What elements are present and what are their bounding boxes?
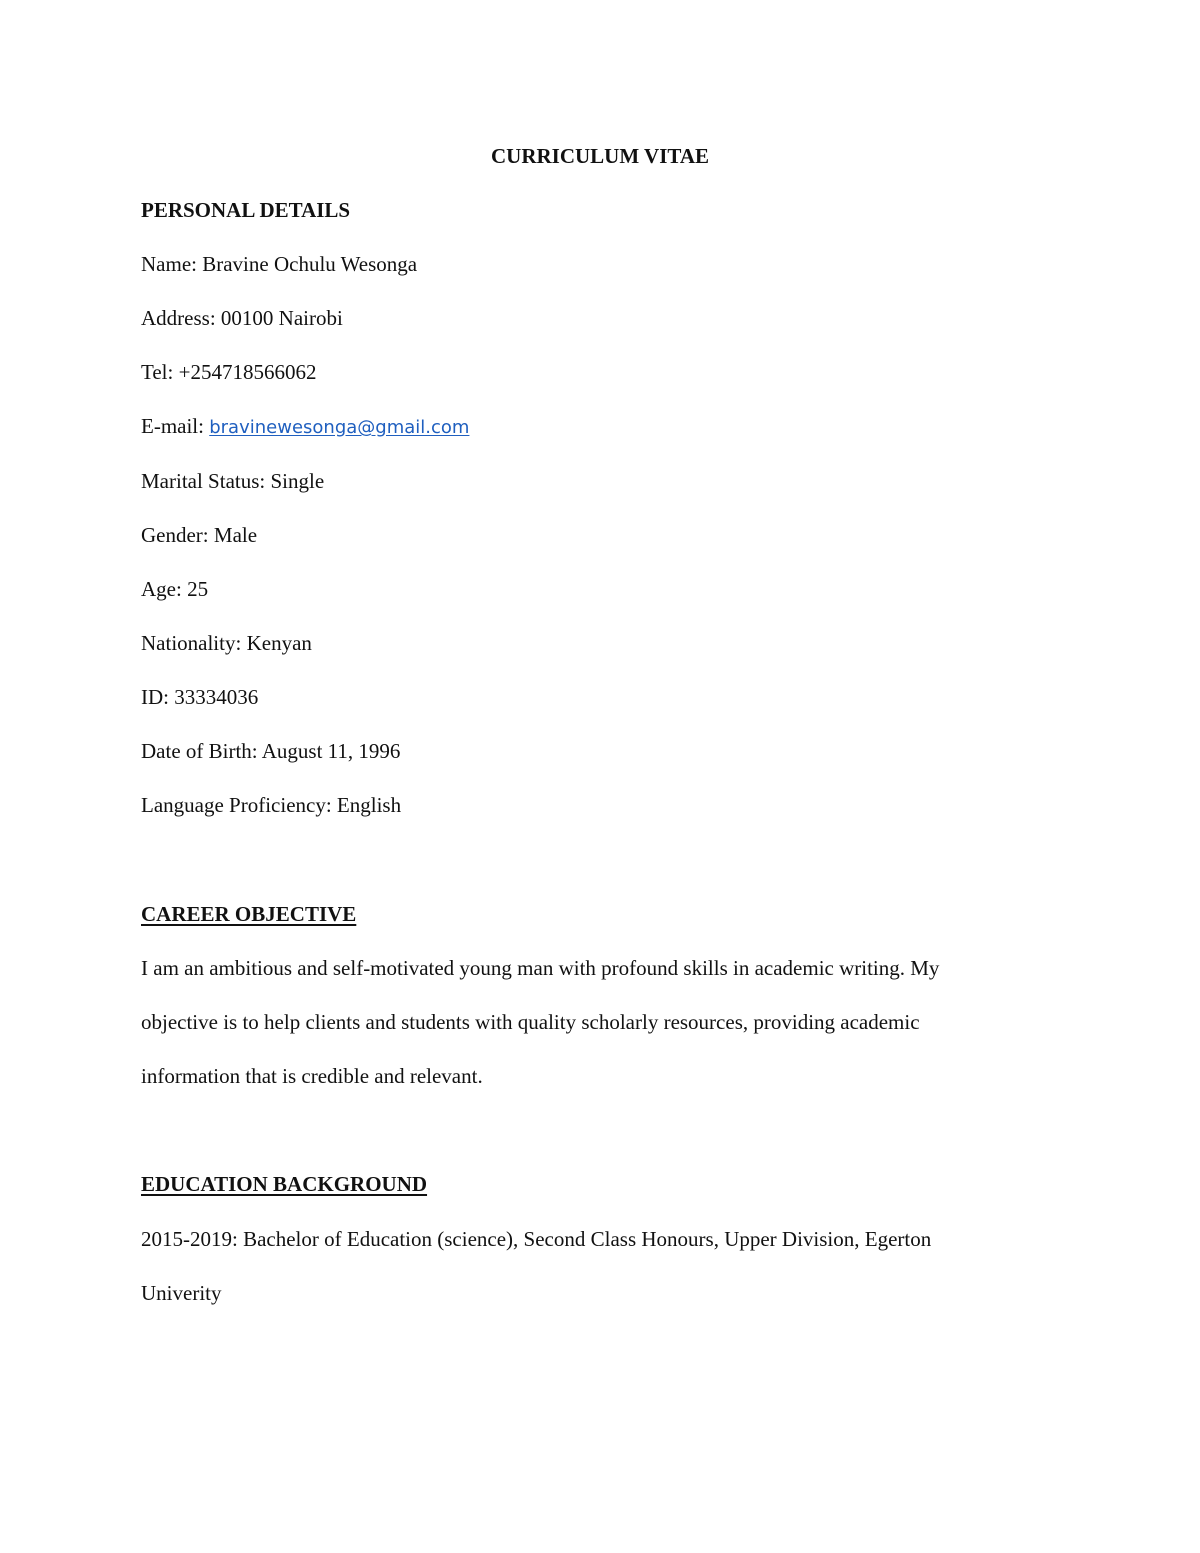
date-of-birth-label: Date of Birth: — [141, 739, 258, 763]
personal-details-heading: PERSONAL DETAILS — [141, 198, 351, 222]
name-value: Bravine Ochulu Wesonga — [202, 252, 418, 276]
education-entry-line: Univerity — [141, 1281, 222, 1305]
email-row — [141, 412, 469, 442]
marital-status-row — [141, 467, 324, 495]
nationality-row — [141, 629, 312, 657]
address-value: 00100 Nairobi — [220, 306, 343, 330]
address-label: Address: — [141, 306, 216, 330]
gender-value: Male — [213, 523, 258, 547]
nationality-value: Kenyan — [246, 631, 312, 655]
email-link[interactable]: bravinewesonga@gmail.com — [209, 417, 470, 438]
id-label: ID: — [141, 685, 169, 709]
career-objective-line: I am an ambitious and self-motivated young man with profound skills in academic writing. My — [141, 956, 940, 980]
id-value: 33334036 — [174, 685, 259, 709]
date-of-birth-value: August 11, 1996 — [261, 739, 401, 763]
address-row — [141, 304, 343, 332]
marital-status-value: Single — [270, 469, 325, 493]
tel-row — [141, 358, 316, 386]
age-value: 25 — [187, 577, 209, 601]
nationality-label: Nationality: — [141, 631, 242, 655]
name-label: Name: — [141, 252, 197, 276]
date-of-birth-row — [141, 737, 400, 765]
age-label: Age: — [141, 577, 182, 601]
email-label: E-mail: — [141, 414, 204, 438]
age-row — [141, 575, 208, 603]
language-proficiency-label: Language Proficiency: — [141, 793, 332, 817]
education-background-heading: EDUCATION BACKGROUND — [141, 1172, 428, 1196]
education-entry-line: 2015-2019: Bachelor of Education (science), Second Class Honours, Upper Division, Egerton — [141, 1227, 932, 1251]
career-objective-line: objective is to help clients and students with quality scholarly resources, providing academic — [141, 1010, 920, 1034]
id-row — [141, 683, 258, 711]
language-proficiency-row — [141, 791, 401, 819]
language-proficiency-value: English — [336, 793, 402, 817]
gender-label: Gender: — [141, 523, 209, 547]
name-row — [141, 250, 417, 278]
career-objective-line: information that is credible and relevant. — [141, 1064, 483, 1088]
document-title: CURRICULUM VITAE — [491, 144, 709, 168]
gender-row — [141, 521, 257, 549]
career-objective-heading: CAREER OBJECTIVE — [141, 902, 357, 926]
tel-value: +254718566062 — [178, 360, 317, 384]
tel-label: Tel: — [141, 360, 174, 384]
marital-status-label: Marital Status: — [141, 469, 266, 493]
